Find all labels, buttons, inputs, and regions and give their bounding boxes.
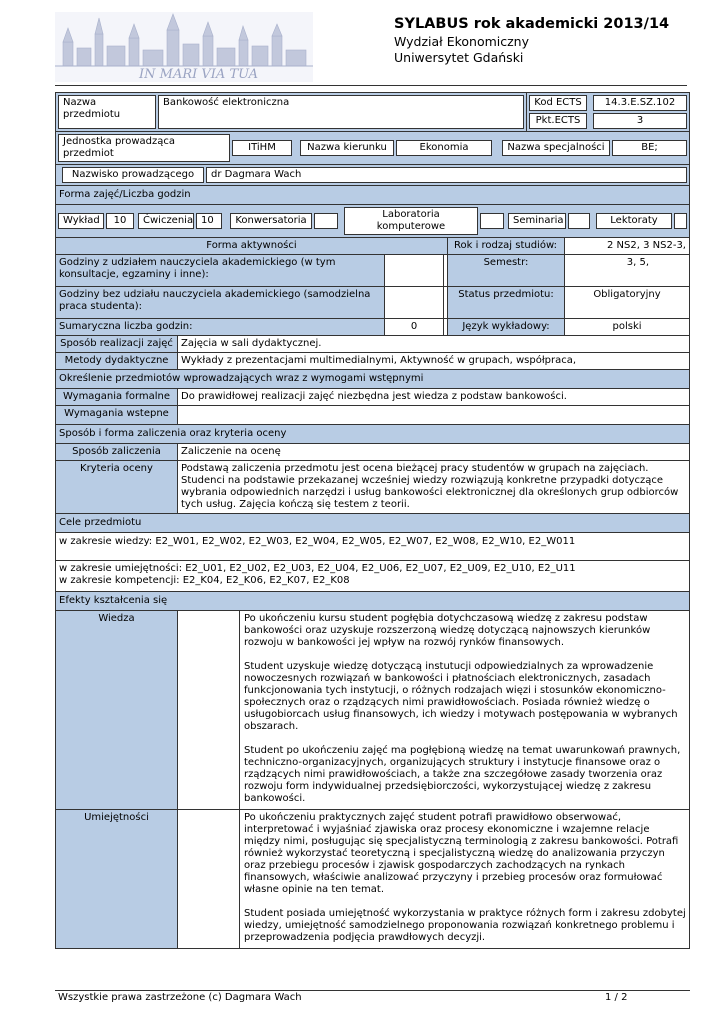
seminar-label: Seminaria	[508, 213, 566, 229]
forms-row	[55, 205, 690, 238]
lecture-hours: 10	[106, 213, 134, 229]
formal-requirements-label: Wymagania formalne	[56, 389, 178, 405]
effects-skills-label: Umiejętności	[56, 810, 178, 948]
status-value: Obligatoryjny	[593, 289, 661, 300]
goals-competences-row	[55, 575, 690, 592]
effects-knowledge-row	[55, 611, 690, 810]
assessment-method-label: Sposób zaliczenia	[56, 444, 178, 460]
realization-mode-label: Sposób realizacji zajęć	[56, 336, 178, 352]
forms-band: Forma zajęć/Liczba godzin	[55, 186, 690, 205]
goals-knowledge-row	[55, 533, 690, 561]
goals-skills: w zakresie umiejętności: E2_U01, E2_U02, E2_U03, E2_U04, E2_U06, E2_U07, E2_U09, E2_U10, E2_U11	[59, 563, 576, 574]
field-label: Nazwa kierunku	[300, 140, 394, 156]
lectorate-label: Lektoraty	[596, 213, 672, 229]
lectorate-hours	[674, 213, 687, 229]
effects-band: Efekty kształcenia się	[55, 592, 690, 611]
initial-requirements-row	[55, 406, 690, 425]
assessment-method-value: Zaliczenie na ocenę	[181, 446, 281, 457]
lecture-label: Wykład	[58, 213, 104, 229]
footer-copyright: Wszystkie prawa zastrzeżone (c) Dagmara Wach	[58, 992, 302, 1003]
goals-band: Cele przedmiotu	[55, 514, 690, 533]
study-year-label: Rok i rodzaj studiów:	[448, 238, 565, 254]
hours-without-teacher-row	[55, 287, 690, 319]
activity-band: Forma aktywności	[56, 238, 448, 254]
effects-knowledge-paragraph: Student uzyskuje wiedzę dotyczącą instutucji odpowiedzialnych za wprowadzenie nowoczesnych rozwiązań w bankowości i płatnościach elektronicznych, zasadach funkcjonowania tych instytucji, o różnych rodzajach więzi i stosunków ekonomiczno-społecznych oraz o rządzących nimi prawidłowościach. Posiada również wiedzę o usługobiorcach usług finansowych, ich wiedzy i motywach postępowania w wybranych obszarach.	[244, 661, 678, 732]
effects-knowledge-text	[240, 611, 689, 809]
assessment-method-row	[55, 444, 690, 461]
exercises-label: Ćwiczenia	[138, 213, 194, 229]
course-name-value: Bankowość elektroniczna	[158, 95, 524, 129]
ects-points-label: Pkt.ECTS	[529, 113, 587, 129]
ects-code-value: 14.3.E.SZ.102	[593, 95, 687, 111]
unit-value: ITiHM	[232, 140, 292, 156]
page-number: 1 / 2	[605, 992, 628, 1003]
logo-motto: IN MARI VIA TUA	[139, 67, 259, 82]
formal-requirements-row	[55, 389, 690, 406]
effects-knowledge-paragraph: Student po ukończeniu zajęć ma pogłębioną wiedzę na temat uwarunkowań prawnych, techniczno-organizacyjnych, organizujących struktury i instytucje finansowe oraz o rządzących nimi prawidłowościach, a także zna szczegółowe zasady tworzenia oraz rozwoju form indywidualnej przedsiębiorczości, wykorzystującej wiedzę z zakresu bankowości.	[244, 745, 681, 804]
formal-requirements-value: Do prawidłowej realizacji zajęć niezbędna jest wiedza z podstaw bankowości.	[181, 391, 567, 402]
hours-without-teacher-value	[385, 287, 444, 318]
methods-value: Wykłady z prezentacjami multimedialnymi, Aktywność w grupach, współpraca,	[181, 355, 577, 366]
prerequisites-band: Określenie przedmiotów wprowadzających wraz z wymogami wstępnymi	[55, 370, 690, 389]
realization-mode-value: Zajęcia w sali dydaktycznej.	[181, 338, 322, 349]
goals-competences: w zakresie kompetencji: E2_K04, E2_K06, E2_K07, E2_K08	[59, 575, 350, 586]
goals-skills-row	[55, 561, 690, 575]
hours-with-teacher-value	[385, 255, 444, 286]
total-hours-label: Sumaryczna liczba godzin:	[56, 319, 385, 335]
criteria-value: Podstawą zaliczenia przedmotu jest ocena bieżącej pracy studentów w grupach na zajęciach. Studenci na podstawie przekazanej wcześniej wiedzy rozwiązują konkretne przypadki dotyczące wybrania odpowiednich narzędzi i usług bankowości elektronicznej dla określonych grup odbiorców tych usług. Zajęcia kończą się testem z teorii.	[181, 463, 679, 510]
effects-skills-paragraph: Student posiada umiejętność wykorzystania w praktyce różnych form i zakresu zdobytej wiedzy, umiejętność samodzielnego proponowania rozwiązań konkretnego problemu i przeprowadzenia podjęcia prawdłowych decyzji.	[244, 908, 686, 943]
specialisation-label: Nazwa specjalności	[502, 140, 610, 156]
lab-label: Laboratoria komputerowe	[344, 207, 478, 235]
specialisation-value: BE;	[612, 140, 687, 156]
unit-row	[55, 132, 690, 165]
course-name-label: Nazwa przedmiotu	[58, 95, 156, 129]
document-title: SYLABUS rok akademicki 2013/14	[394, 16, 670, 32]
exercises-hours: 10	[196, 213, 222, 229]
header-divider	[55, 85, 687, 86]
teacher-label: Nazwisko prowadzącego	[62, 167, 204, 183]
university-logo	[55, 12, 313, 82]
effects-skills-paragraph: Po ukończeniu praktycznych zajęć student potrafi prawidłowo obserwować, interpretować i wyjaśniać zjawiska oraz procesy ekonomiczne i wzajemne relacje między nimi, posługując się specjalistyczną terminologią z zakresu bankowości. Potrafi również wykorzystać teoretyczną i specjalistyczną wiedzę do analizowania przyczyn oraz przebiegu procesów i zjawisk gospodarczych zachodzących na rynkach finansowych, właściwie analizować przyczyny i przebieg procesów oraz formułować własne opinie na ten temat.	[244, 812, 679, 895]
total-hours-value: 0	[385, 319, 444, 335]
effects-knowledge-paragraph: Po ukończeniu kursu student pogłębia dotychczasową wiedzę z zakresu podstaw bankowości oraz uzyskuje rozszerzoną wiedzę dotyczącą najnowszych kierunków rozwoju w bankowości jej wpływ na rozwój rynków finansowych.	[244, 613, 651, 648]
course-row	[55, 92, 690, 132]
semester-value: 3, 5,	[626, 257, 649, 268]
lab-hours	[480, 213, 504, 229]
initial-requirements-value	[178, 406, 689, 424]
assessment-band: Sposób i forma zaliczenia oraz kryteria oceny	[55, 425, 690, 444]
university-name: Uniwersytet Gdański	[394, 50, 524, 65]
methods-label: Metody dydaktyczne	[56, 353, 178, 369]
language-value: polski	[612, 321, 642, 332]
unit-label: Jednostka prowadząca przedmiot	[58, 134, 230, 162]
effects-skills-row	[55, 810, 690, 949]
status-label: Status przedmiotu:	[448, 287, 565, 318]
total-row	[55, 319, 690, 336]
ects-points-value: 3	[593, 113, 687, 129]
hours-with-teacher-row	[55, 255, 690, 287]
seminar-hours	[568, 213, 590, 229]
hours-with-teacher-label: Godziny z udziałem nauczyciela akademickiego (w tym konsultacje, egzaminy i inne):	[56, 255, 385, 286]
hours-without-teacher-label: Godziny bez udziału nauczyciela akademickiego (samodzielna praca studenta):	[56, 287, 385, 318]
teacher-row	[55, 165, 690, 186]
semester-label: Semestr:	[448, 255, 565, 286]
footer-divider	[55, 990, 690, 991]
effects-skills-text	[240, 810, 689, 948]
conversation-label: Konwersatoria	[230, 213, 312, 229]
faculty-name: Wydział Ekonomiczny	[394, 34, 530, 49]
conversation-hours	[314, 213, 338, 229]
methods-row	[55, 353, 690, 370]
criteria-row	[55, 461, 690, 514]
study-year-value: 2 NS2, 3 NS2-3,	[607, 240, 686, 251]
language-label: Język wykładowy:	[448, 319, 565, 335]
criteria-label: Kryteria oceny	[56, 461, 178, 513]
goals-knowledge: w zakresie wiedzy: E2_W01, E2_W02, E2_W03, E2_W04, E2_W05, E2_W07, E2_W08, E2_W10, E2_W011	[59, 536, 576, 547]
initial-requirements-label: Wymagania wstepne	[56, 406, 178, 424]
ects-code-label: Kod ECTS	[529, 95, 587, 111]
syllabus-sheet	[55, 92, 690, 949]
effects-knowledge-label: Wiedza	[56, 611, 178, 809]
realization-mode-row	[55, 336, 690, 353]
activity-header-row	[55, 238, 690, 255]
teacher-value: dr Dagmara Wach	[206, 167, 687, 183]
field-value: Ekonomia	[396, 140, 492, 156]
